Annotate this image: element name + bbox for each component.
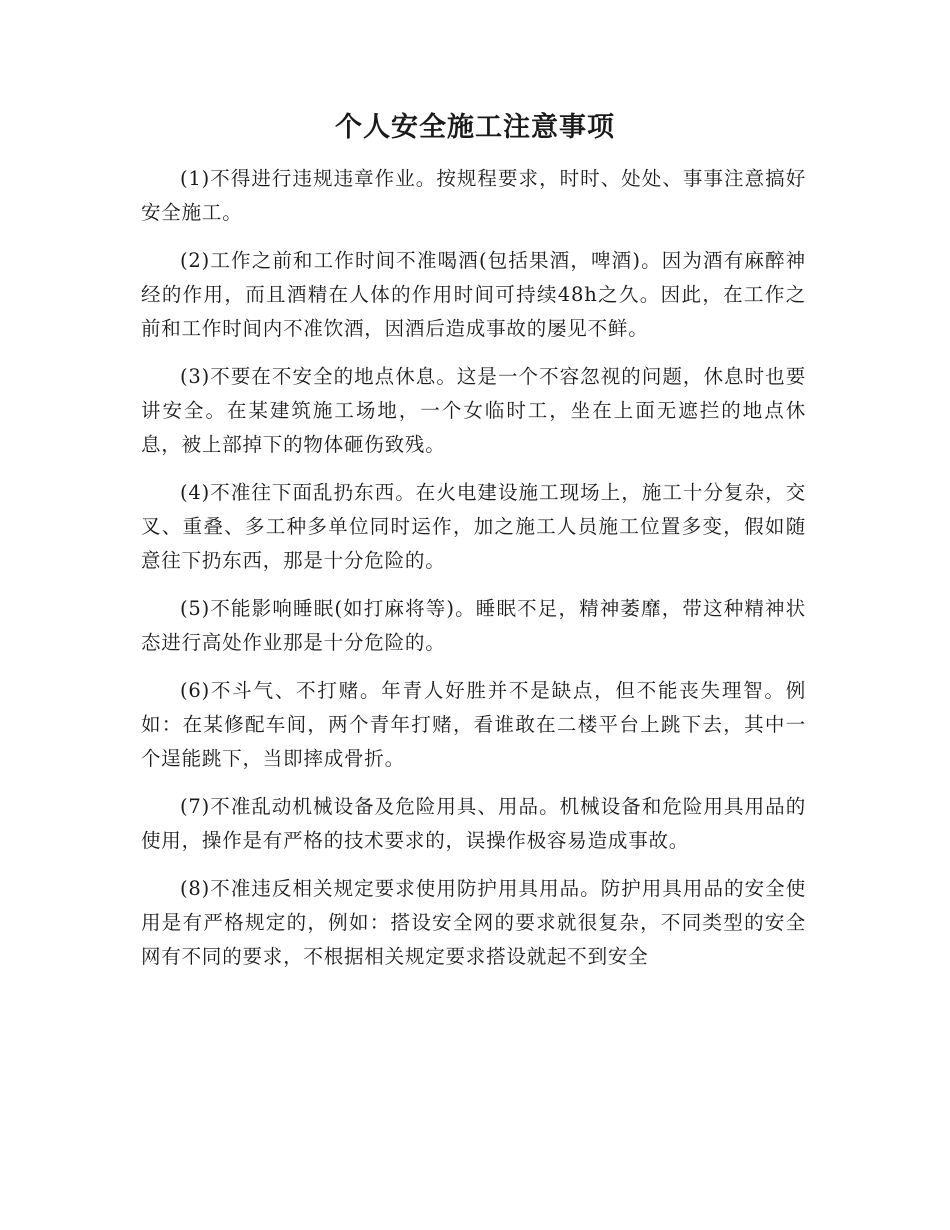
paragraph-8: (8)不准违反相关规定要求使用防护用具用品。防护用具用品的安全使用是有严格规定的，例如：搭设安全网的要求就很复杂，不同类型的安全网有不同的要求，不根据相关规定要求搭设就起不到安全 [141, 877, 806, 968]
paragraph-7: (7)不准乱动机械设备及危险用具、用品。机械设备和危险用具用品的使用，操作是有严格的技术要求的，误操作极容易造成事故。 [141, 795, 806, 852]
paragraph-6: (6)不斗气、不打赌。年青人好胜并不是缺点，但不能丧失理智。例如：在某修配车间，两个青年打赌，看谁敢在二楼平台上跳下去，其中一个逞能跳下，当即摔成骨折。 [141, 679, 806, 770]
paragraph-4: (4)不准往下面乱扔东西。在火电建设施工现场上，施工十分复杂，交叉、重叠、多工种多单位同时运作，加之施工人员施工位置多变，假如随意往下扔东西，那是十分危险的。 [141, 481, 806, 572]
document-body [141, 162, 806, 988]
paragraph-5: (5)不能影响睡眠(如打麻将等)。睡眠不足，精神萎靡，带这种精神状态进行高处作业那是十分危险的。 [141, 597, 806, 654]
paragraph-3: (3)不要在不安全的地点休息。这是一个不容忽视的问题，休息时也要讲安全。在某建筑施工场地，一个女临时工，坐在上面无遮拦的地点休息，被上部掉下的物体砸伤致残。 [141, 365, 806, 456]
document-title: 个人安全施工注意事项 [335, 112, 615, 143]
paragraph-1: (1)不得进行违规违章作业。按规程要求，时时、处处、事事注意搞好安全施工。 [141, 167, 806, 224]
paragraph-2: (2)工作之前和工作时间不准喝酒(包括果酒，啤酒)。因为酒有麻醉神经的作用，而且酒精在人体的作用时间可持续48h之久。因此，在工作之前和工作时间内不准饮酒，因酒后造成事故的屡见不鲜。 [141, 249, 806, 340]
